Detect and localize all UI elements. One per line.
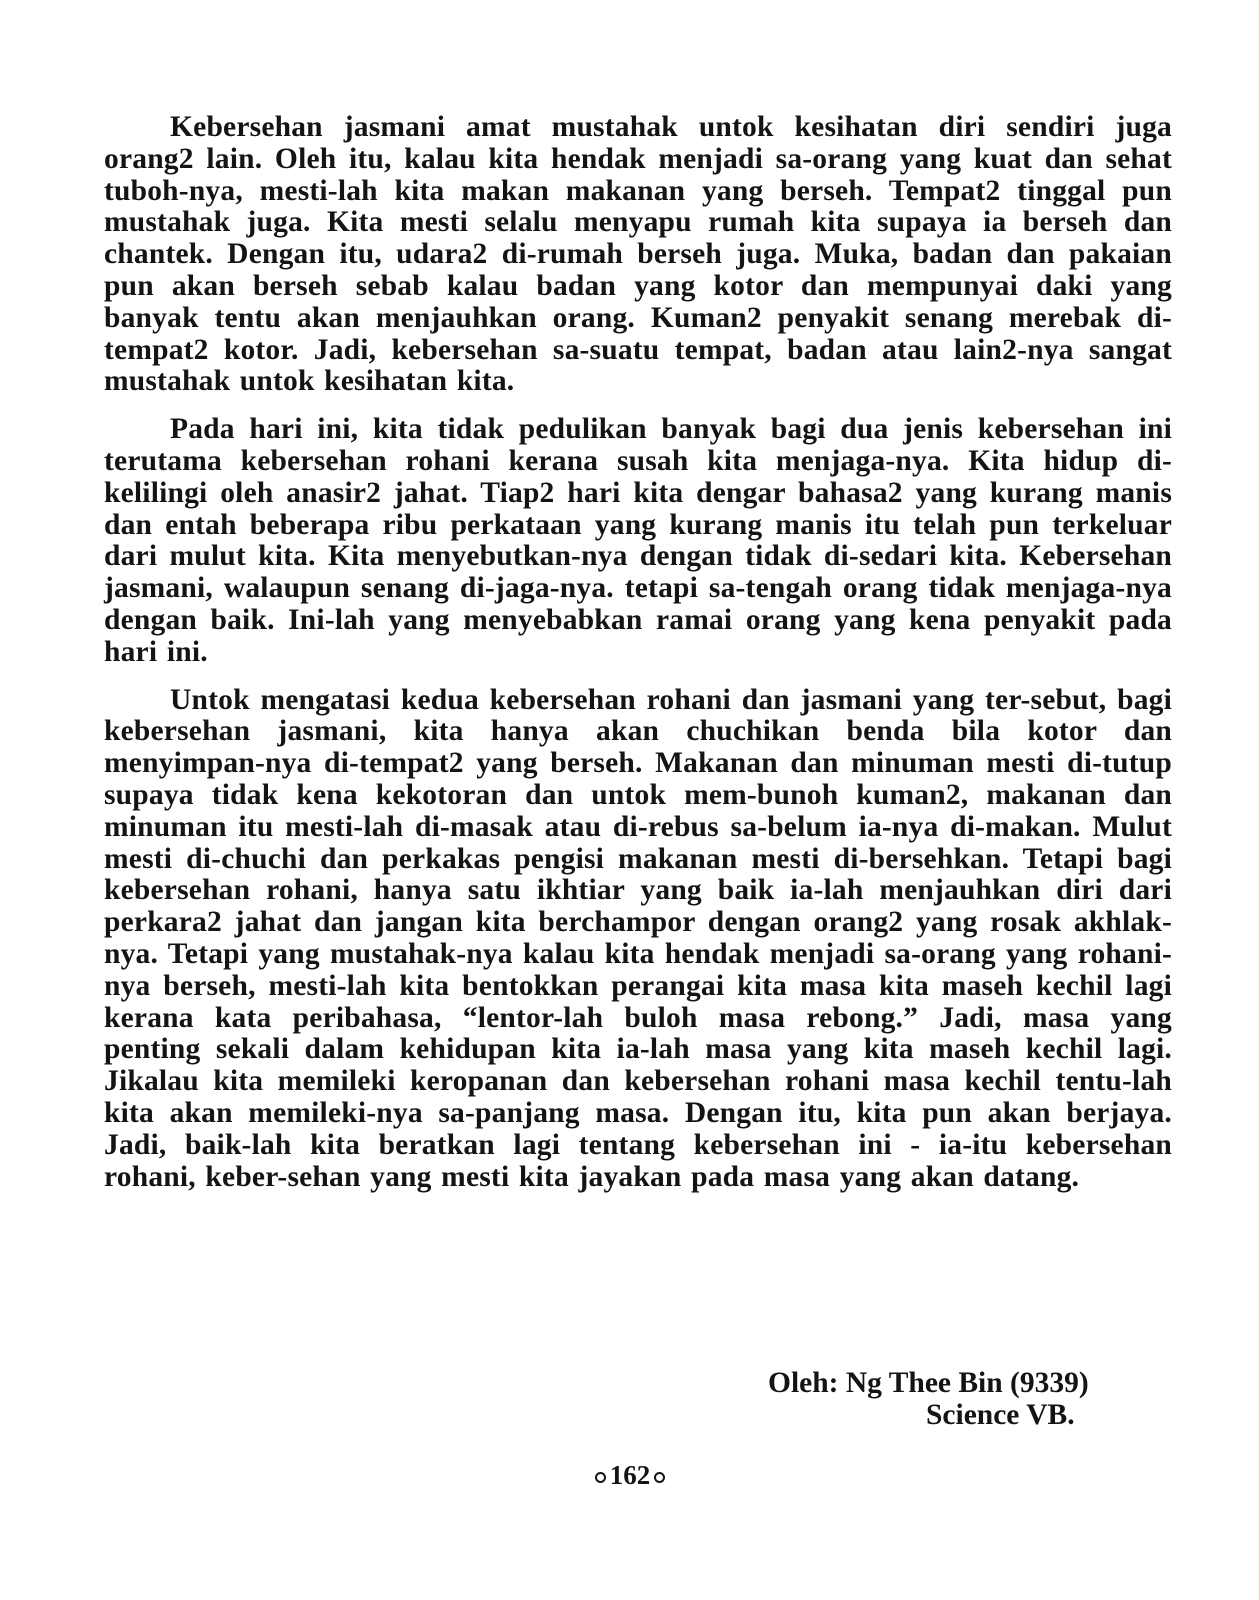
author-signature [768, 1367, 1188, 1431]
page-number [560, 1460, 700, 1491]
paragraph-2: Pada hari ini, kita tidak pedulikan banyak bagi dua jenis kebersehan ini terutama kebersehan rohani kerana susah kita menjaga-nya. Kita hidup di-kelilingi oleh anasir2 jahat. Tiap2 hari kita dengar bahasa2 yang kurang manis dan entah beberapa ribu perkataan yang kurang manis itu telah pun terkeluar dari mulut kita. Kita menyebutkan-nya dengan tidak di-sedari kita. Kebersehan jasmani, walaupun senang di-jaga-nya. tetapi sa-tengah orang tidak menjaga-nya dengan baik. Ini-lah yang menyebabkan ramai orang yang kena penyakit pada hari ini. [104, 413, 1172, 668]
paragraph-3: Untok mengatasi kedua kebersehan rohani dan jasmani yang ter-sebut, bagi kebersehan jasmani, kita hanya akan chuchikan benda bila kotor dan menyimpan-nya di-tempat2 yang berseh. Makanan dan minuman mesti di-tutup supaya tidak kena kekotoran dan untok mem-bunoh kuman2, makanan dan minuman itu mesti-lah di-masak atau di-rebus sa-belum ia-nya di-makan. Mulut mesti di-chuchi dan perkakas pengisi makanan mesti di-bersehkan. Tetapi bagi kebersehan rohani, hanya satu ikhtiar yang baik ia-lah menjauhkan diri dari perkara2 jahat dan jangan kita berchampor dengan orang2 yang rosak akhlak-nya. Tetapi yang mustahak-nya kalau kita hendak menjadi sa-orang yang rohani-nya berseh, mesti-lah kita bentokkan perangai kita masa kita maseh kechil lagi kerana kata peribahasa, “lentor-lah buloh masa rebong.” Jadi, masa yang penting sekali dalam kehidupan kita ia-lah masa yang kita maseh kechil lagi. Jikalau kita memileki keropanan dan kebersehan rohani masa kechil tentu-lah kita akan memileki-nya sa-panjang masa. Dengan itu, kita pun akan berjaya. Jadi, baik-lah kita beratkan lagi tentang kebersehan ini - ia-itu kebersehan rohani, keber-sehan yang mesti kita jayakan pada masa yang akan datang. [104, 683, 1172, 1193]
page-number-text: 162 [609, 1460, 651, 1490]
paragraph-1: Kebersehan jasmani amat mustahak untok kesihatan diri sendiri juga orang2 lain. Oleh itu, kalau kita hendak menjadi sa-orang yang kuat dan sehat tuboh-nya, mesti-lah kita makan makanan yang berseh. Tempat2 tinggal pun mustahak juga. Kita mesti selalu menyapu rumah kita supaya ia berseh dan chantek. Dengan itu, udara2 di-rumah berseh juga. Muka, badan dan pakaian pun akan berseh sebab kalau badan yang kotor dan mempunyai daki yang banyak tentu akan menjauhkan orang. Kuman2 penyakit senang merebak di-tempat2 kotor. Jadi, kebersehan sa-suatu tempat, badan atau lain2-nya sangat mustahak untok kesihatan kita. [104, 111, 1172, 398]
author-name: Oleh: Ng Thee Bin (9339) [768, 1367, 1089, 1399]
bullet-left-icon [595, 1472, 606, 1483]
bullet-right-icon [654, 1472, 665, 1483]
author-class: Science VB. [926, 1399, 1075, 1431]
article-body [104, 112, 1172, 1209]
